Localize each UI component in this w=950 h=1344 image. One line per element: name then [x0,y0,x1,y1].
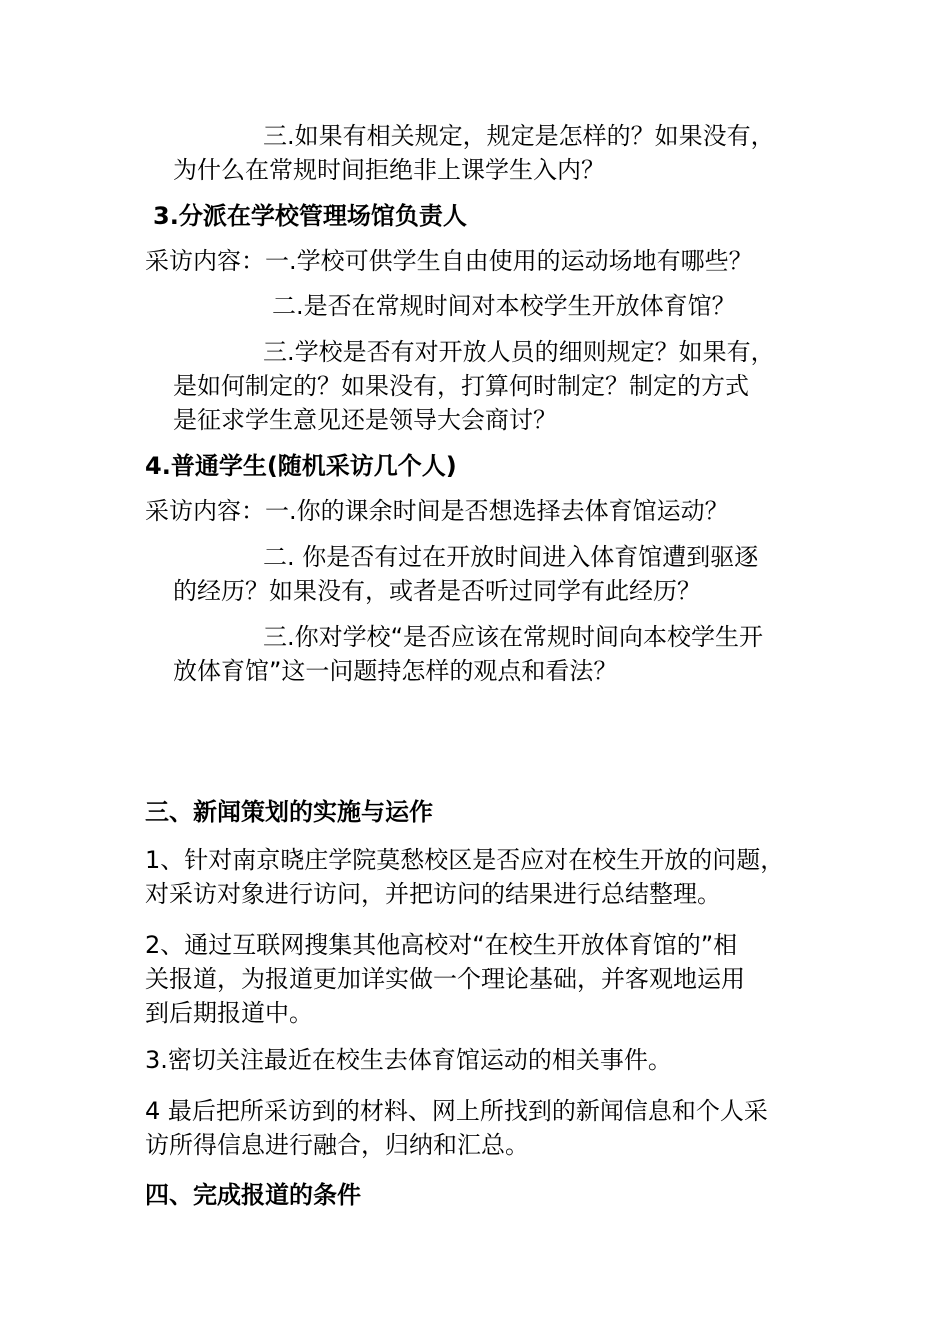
paragraph-line: 3.密切关注最近在校生去体育馆运动的相关事件。 [145,1046,672,1074]
question-line: 采访内容：一.学校可供学生自由使用的运动场地有哪些？ [145,247,753,275]
question-line: 是征求学生意见还是领导大会商讨？ [173,406,557,434]
paragraph-line: 关报道，为报道更加详实做一个理论基础，并客观地运用 [145,965,745,993]
section-heading: 三、新闻策划的实施与运作 [145,798,433,826]
subheading: 4.普通学生(随机采访几个人) [145,452,457,480]
question-line: 二.是否在常规时间对本校学生开放体育馆？ [272,292,736,320]
question-line: 放体育馆”这一问题持怎样的观点和看法？ [173,657,618,685]
paragraph-line: 到后期报道中。 [145,999,313,1027]
section-heading: 四、完成报道的条件 [145,1181,361,1209]
question-line: 是如何制定的？如果没有，打算何时制定？制定的方式 [173,372,749,400]
paragraph-line: 4 最后把所采访到的材料、网上所找到的新闻信息和个人采 [145,1097,768,1125]
subheading: 3.分派在学校管理场馆负责人 [153,202,467,230]
paragraph-line: 访所得信息进行融合，归纳和汇总。 [145,1131,529,1159]
question-line: 二. 你是否有过在开放时间进入体育馆遭到驱逐 [263,543,759,571]
paragraph-line: 2、通过互联网搜集其他高校对“在校生开放体育馆的”相 [145,931,738,959]
question-line: 的经历？如果没有，或者是否听过同学有此经历？ [173,577,701,605]
paragraph-line: 1、针对南京晓庄学院莫愁校区是否应对在校生开放的问题， [145,846,785,874]
question-line: 三.如果有相关规定，规定是怎样的？如果没有， [263,122,775,150]
question-line: 三.学校是否有对开放人员的细则规定？如果有， [263,338,775,366]
paragraph-line: 对采访对象进行访问，并把访问的结果进行总结整理。 [145,880,721,908]
question-line: 采访内容：一.你的课余时间是否想选择去体育馆运动？ [145,497,729,525]
question-line: 为什么在常规时间拒绝非上课学生入内？ [173,156,605,184]
question-line: 三.你对学校“是否应该在常规时间向本校学生开 [263,623,764,651]
